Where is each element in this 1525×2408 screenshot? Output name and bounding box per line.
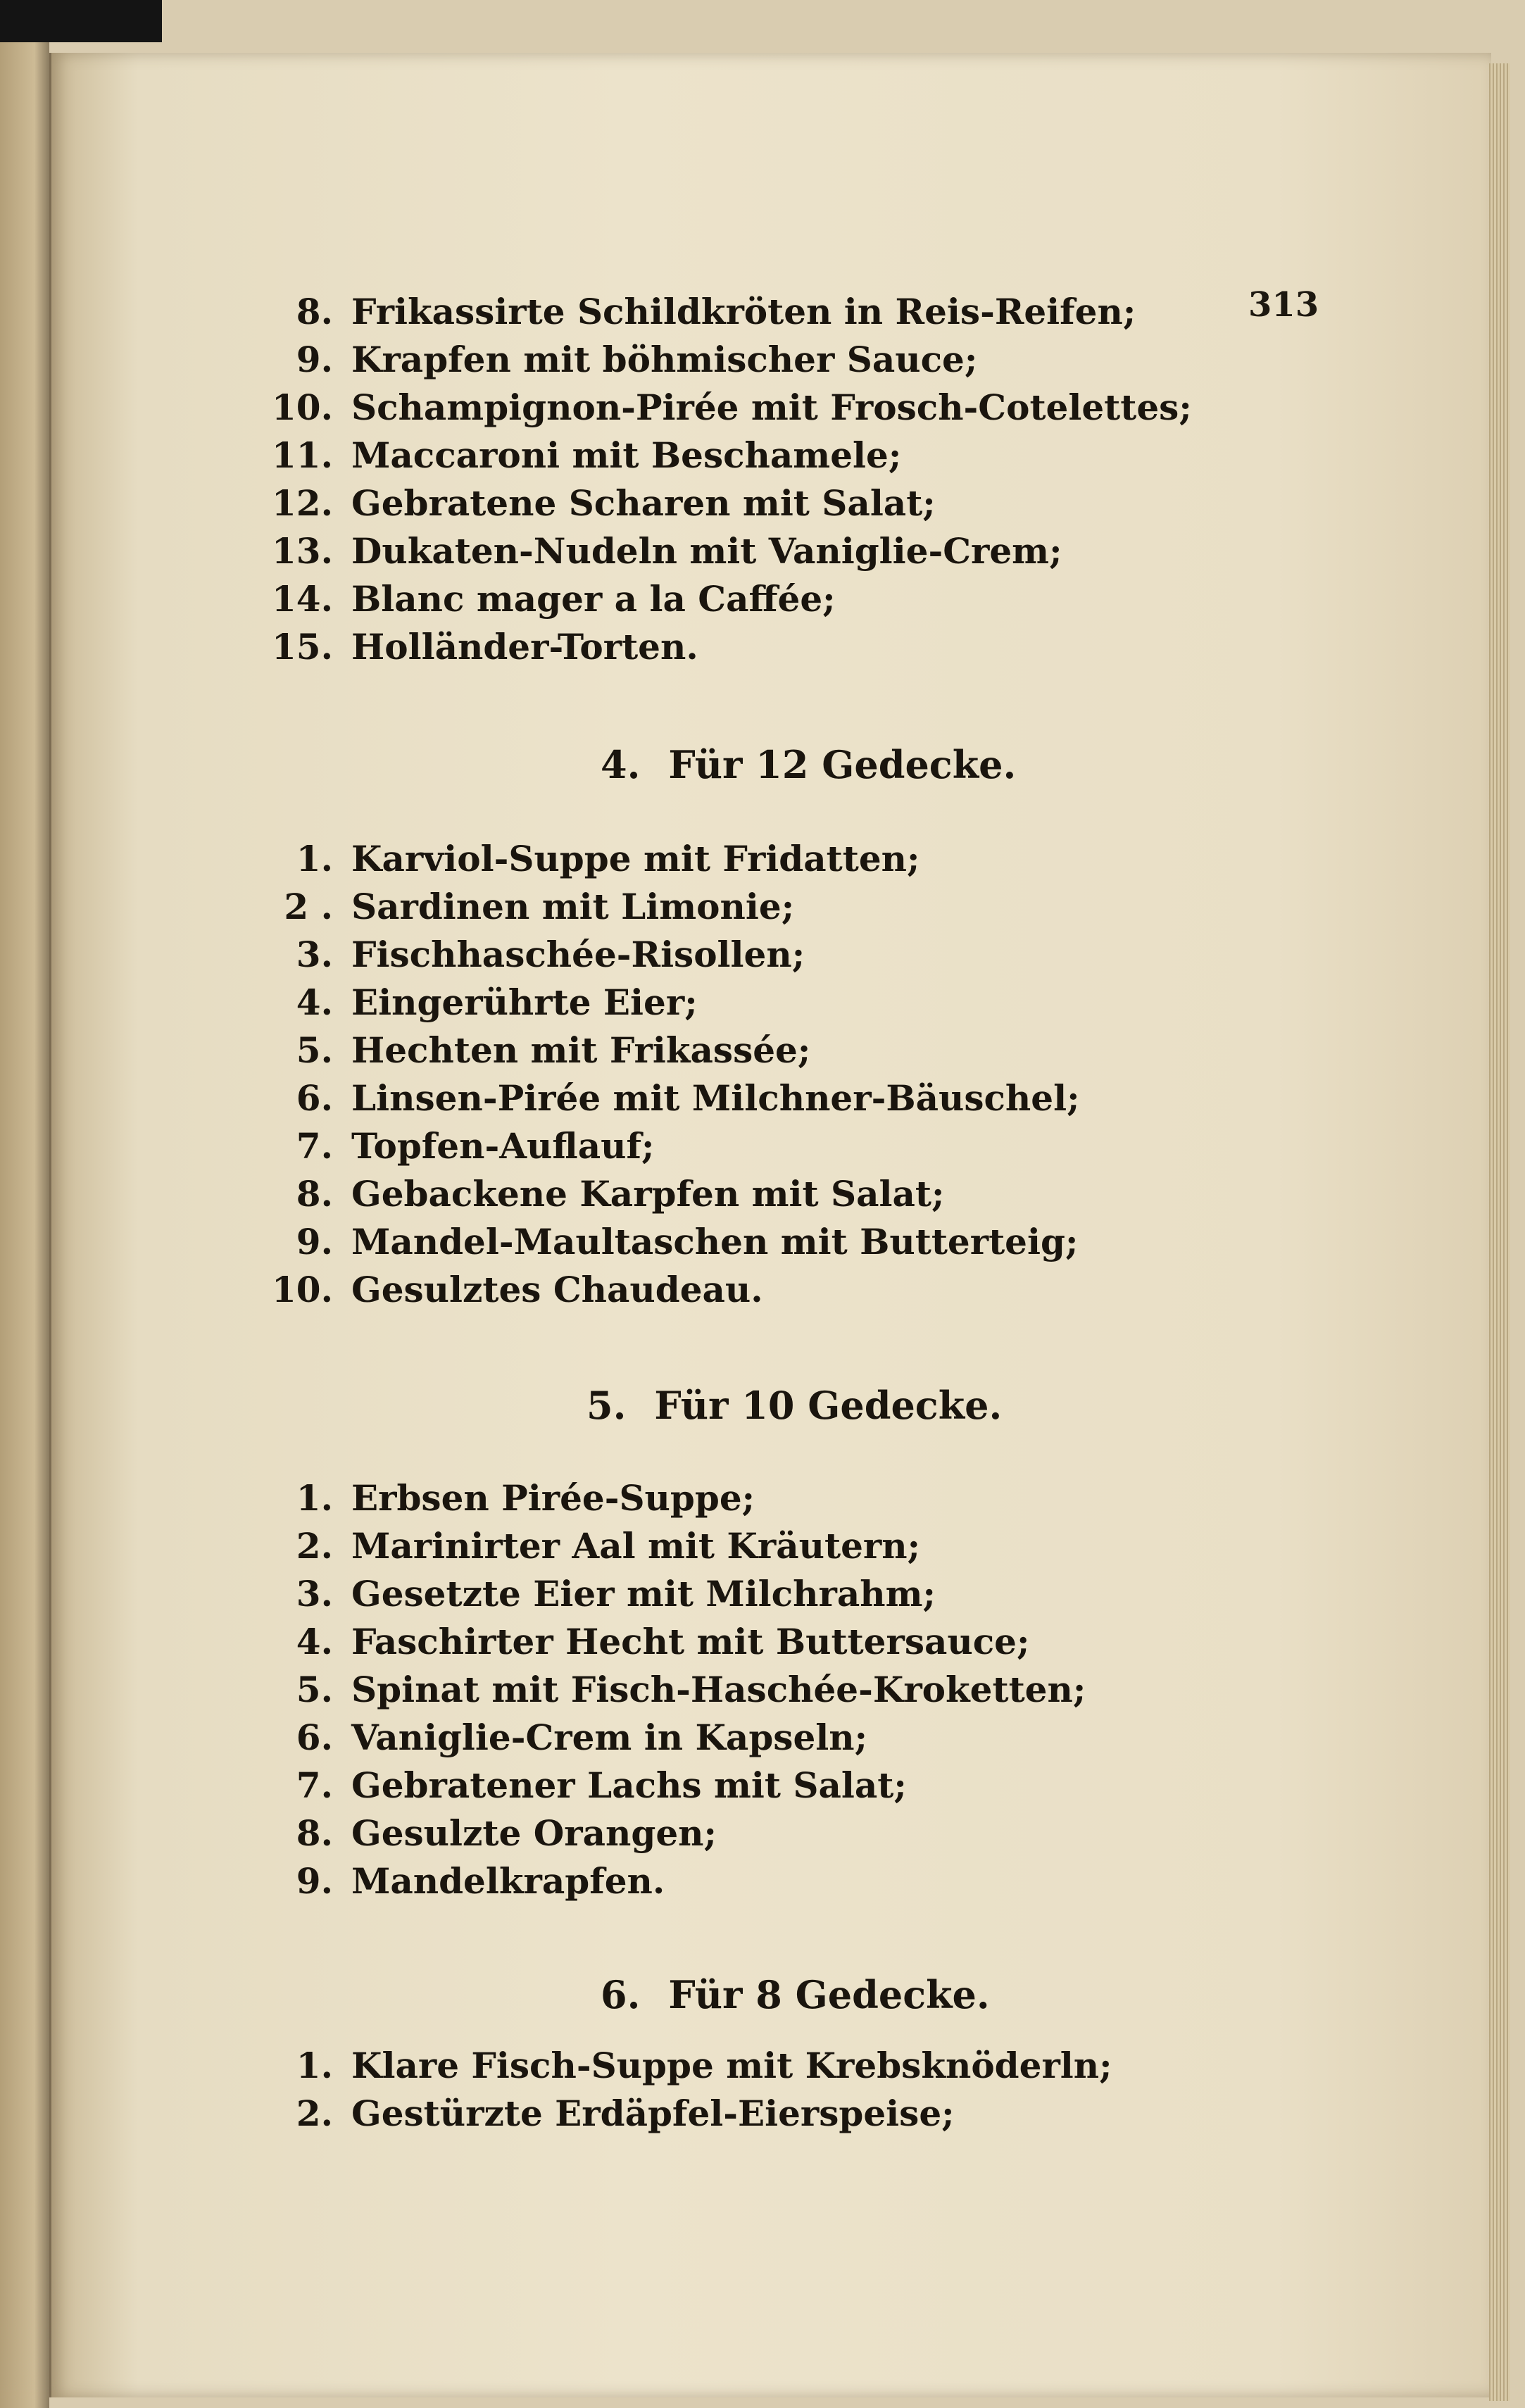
item-text: Gesulztes Chaudeau. (351, 1269, 763, 1310)
list-item (249, 1267, 763, 1313)
item-text: Gestürzte Erdäpfel-Eierspeise; (351, 2093, 955, 2134)
list-item (249, 1475, 755, 1522)
section-heading (601, 1969, 990, 2020)
list-item (249, 1810, 717, 1857)
item-number: 4. (296, 982, 333, 1023)
list-item (249, 1219, 1078, 1265)
list-item (249, 1667, 1086, 1713)
item-number: 13. (272, 530, 333, 572)
list-item (249, 1858, 665, 1905)
item-text: Gebratene Scharen mit Salat; (351, 482, 936, 524)
item-number: 15. (272, 626, 333, 667)
list-item (249, 1171, 944, 1217)
list-item (249, 1571, 936, 1617)
section-title: Für 12 Gedecke. (668, 742, 1017, 787)
list-item (249, 1123, 654, 1169)
section-number: 4. (601, 742, 641, 787)
list-item (249, 1619, 1029, 1665)
item-number: 3. (296, 1573, 333, 1614)
page-number: 313 (1248, 285, 1319, 325)
item-text: Faschirter Hecht mit Buttersauce; (351, 1621, 1030, 1662)
item-text: Maccaroni mit Beschamele; (351, 434, 902, 476)
item-number: 11. (272, 434, 333, 476)
item-text: Krapfen mit böhmischer Sauce; (351, 339, 978, 380)
section-heading (586, 1380, 1002, 1431)
item-text: Linsen-Pirée mit Milchner-Bäuschel; (351, 1077, 1080, 1119)
section-heading (601, 739, 1016, 790)
list-item (249, 624, 698, 670)
item-number: 7. (296, 1125, 333, 1167)
item-number: 2 . (284, 886, 333, 927)
item-text: Gebratener Lachs mit Salat; (351, 1764, 907, 1806)
item-number: 9. (296, 1860, 333, 1902)
section-number: 6. (601, 1972, 641, 2017)
item-number: 3. (296, 934, 333, 975)
item-number: 6. (296, 1077, 333, 1119)
item-text: Eingerührte Eier; (351, 982, 698, 1023)
list-item (249, 289, 1136, 335)
list-item (249, 884, 794, 930)
section-title: Für 8 Gedecke. (668, 1972, 990, 2017)
item-number: 7. (296, 1764, 333, 1806)
item-text: Gesetzte Eier mit Milchrahm; (351, 1573, 936, 1614)
item-number: 10. (272, 387, 333, 428)
list-item (249, 1762, 907, 1809)
list-item (249, 2043, 1112, 2089)
item-number: 8. (296, 291, 333, 332)
item-number: 14. (272, 578, 333, 620)
item-number: 4. (296, 1621, 333, 1662)
item-text: Vaniglie-Crem in Kapseln; (351, 1717, 868, 1758)
item-text: Holländer-Torten. (351, 626, 698, 667)
item-text: Mandelkrapfen. (351, 1860, 665, 1902)
list-item (249, 979, 698, 1026)
item-number: 12. (272, 482, 333, 524)
section-title: Für 10 Gedecke. (654, 1383, 1003, 1428)
scan-background (0, 0, 162, 42)
item-text: Klare Fisch-Suppe mit Krebsknöderln; (351, 2045, 1112, 2086)
item-text: Spinat mit Fisch-Haschée-Kroketten; (351, 1669, 1086, 1710)
item-text: Sardinen mit Limonie; (351, 886, 795, 927)
left-page-edge (0, 42, 49, 2408)
item-text: Erbsen Pirée-Suppe; (351, 1477, 755, 1519)
list-item (249, 1027, 810, 1074)
item-text: Schampignon-Pirée mit Frosch-Cotelettes; (351, 387, 1192, 428)
item-text: Gesulzte Orangen; (351, 1812, 717, 1854)
list-item (249, 1714, 867, 1761)
item-text: Topfen-Auflauf; (351, 1125, 655, 1167)
item-text: Dukaten-Nudeln mit Vaniglie-Crem; (351, 530, 1062, 572)
list-item (249, 1523, 920, 1569)
list-item (249, 2090, 955, 2137)
item-number: 10. (272, 1269, 333, 1310)
item-number: 6. (296, 1717, 333, 1758)
item-number: 8. (296, 1812, 333, 1854)
item-text: Karviol-Suppe mit Fridatten; (351, 838, 920, 879)
item-number: 9. (296, 1221, 333, 1262)
item-number: 5. (296, 1029, 333, 1071)
list-item (249, 576, 836, 622)
item-number: 1. (296, 2045, 333, 2086)
item-text: Gebackene Karpfen mit Salat; (351, 1173, 945, 1215)
item-number: 8. (296, 1173, 333, 1215)
list-item (249, 432, 901, 479)
item-number: 2. (296, 1525, 333, 1567)
list-item (249, 1075, 1080, 1122)
item-text: Blanc mager a la Caffée; (351, 578, 836, 620)
list-item (249, 384, 1192, 431)
section-number: 5. (586, 1383, 627, 1428)
list-item (249, 932, 805, 978)
item-number: 1. (296, 838, 333, 879)
book-page (49, 53, 1491, 2397)
item-text: Frikassirte Schildkröten in Reis-Reifen; (351, 291, 1136, 332)
item-number: 1. (296, 1477, 333, 1519)
item-text: Hechten mit Frikassée; (351, 1029, 811, 1071)
list-item (249, 528, 1062, 575)
item-text: Fischhaschée-Risollen; (351, 934, 805, 975)
list-item (249, 480, 936, 527)
item-text: Marinirter Aal mit Kräutern; (351, 1525, 921, 1567)
item-number: 2. (296, 2093, 333, 2134)
list-item (249, 337, 977, 383)
item-text: Mandel-Maultaschen mit Butterteig; (351, 1221, 1079, 1262)
item-number: 9. (296, 339, 333, 380)
item-number: 5. (296, 1669, 333, 1710)
page-stack-edge (1489, 63, 1510, 2401)
list-item (249, 836, 920, 882)
